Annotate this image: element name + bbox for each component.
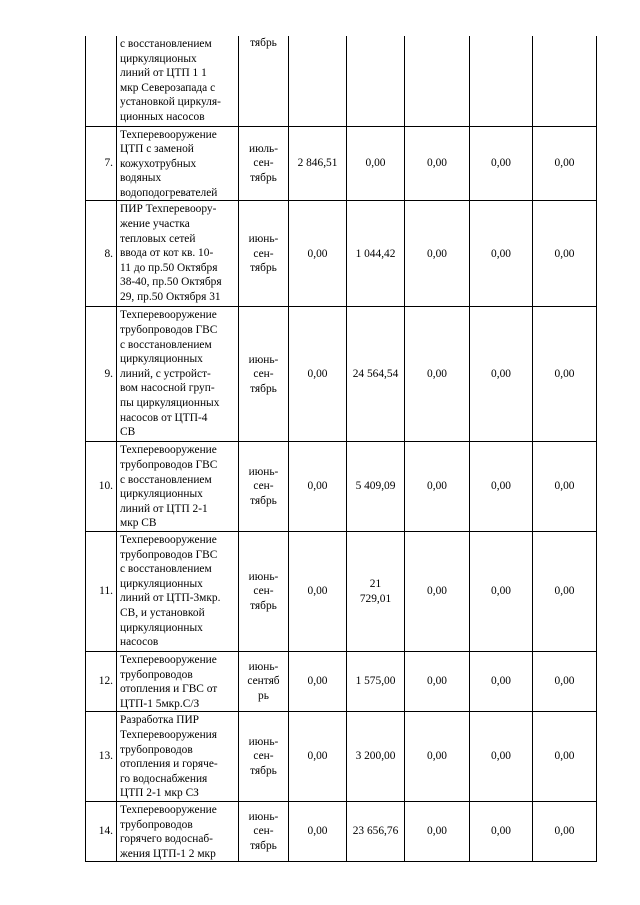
work-name-line: ционных насосов: [120, 110, 205, 123]
work-name-line: мкр СВ: [120, 517, 157, 530]
work-name-line: циркуляционных: [120, 488, 203, 501]
work-name-line: ЦТП с заменой: [120, 143, 194, 156]
amount-cell-2: 5 409,09: [347, 442, 405, 532]
work-period-line: тябрь: [250, 262, 277, 275]
work-period-line: июль-: [249, 142, 278, 155]
work-name-line: линий, с устройст-: [120, 367, 211, 380]
work-name-line: горячего водоснаб-: [120, 833, 213, 846]
work-name-line: трубопроводов ГВС: [120, 324, 218, 337]
work-name-line: с восстановлением: [120, 473, 212, 486]
work-period-line: июнь-: [248, 353, 279, 366]
work-period-line: июнь-: [248, 735, 279, 748]
amount-cell-5: 0,00: [533, 652, 597, 712]
work-period-line: тябрь: [250, 599, 277, 612]
work-name: [117, 307, 239, 442]
amount-cell-4: [470, 36, 533, 126]
amount-cell-5: 0,00: [533, 126, 597, 201]
work-period: [239, 307, 289, 442]
amount-cell-3: 0,00: [405, 532, 470, 652]
work-name-line: циркуляционных: [120, 577, 203, 590]
work-name-line: линий от ЦТП 2-1: [120, 502, 208, 515]
work-period-line: тябрь: [250, 495, 277, 508]
work-name-line: ПИР Техперевоору-: [120, 203, 217, 216]
work-name-line: трубопроводов ГВС: [120, 548, 218, 561]
work-name-line: установкой циркуля-: [120, 96, 221, 109]
work-name-line: ввода от кот кв. 10-: [120, 247, 214, 260]
amount-cell-5: 0,00: [533, 532, 597, 652]
amount-cell-3: 0,00: [405, 307, 470, 442]
table-row: [86, 801, 597, 861]
work-name-line: СВ: [120, 426, 136, 439]
amount-cell-2: 1 575,00: [347, 652, 405, 712]
work-name-line: ЦТП-1 5мкр.С/З: [120, 697, 200, 710]
amount-cell-4: 0,00: [470, 652, 533, 712]
table-row: [86, 36, 597, 126]
work-name-line: 38-40, пр.50 Октября: [120, 276, 222, 289]
row-number: 7.: [86, 126, 117, 201]
amount-cell-2: [347, 532, 405, 652]
work-name-line: трубопроводов: [120, 818, 193, 831]
work-name-line: Техперевооружения: [120, 729, 218, 741]
amount-cell-2: 1 044,42: [347, 201, 405, 307]
work-period-line: июнь-: [248, 233, 279, 246]
amount-cell-4: 0,00: [470, 126, 533, 201]
work-name: [117, 126, 239, 201]
work-period-line: сен-: [253, 157, 274, 170]
work-name-line: насосов от ЦТП-4: [120, 411, 208, 424]
work-period-line: рь: [258, 690, 269, 703]
work-period-line: сентяб: [247, 675, 280, 688]
work-name-line: трубопроводов: [120, 743, 193, 756]
amount-cell-1: 0,00: [289, 442, 347, 532]
work-name-line: трубопроводов: [120, 668, 193, 681]
work-period: [239, 126, 289, 201]
table-row: [86, 532, 597, 652]
amount-cell-2: 0,00: [347, 126, 405, 201]
work-name-line: Техперевооружение: [120, 803, 217, 816]
works-table: [85, 36, 597, 862]
work-period: [239, 201, 289, 307]
work-period-line: сен-: [253, 247, 274, 260]
amount-cell-1: 0,00: [289, 712, 347, 802]
work-name-line: с восстановлением: [120, 563, 212, 576]
work-period-line: тябрь: [250, 839, 277, 852]
row-number: 12.: [86, 652, 117, 712]
work-name-line: с восстановлением: [120, 338, 212, 351]
work-period: [239, 36, 289, 126]
row-number: 13.: [86, 712, 117, 802]
amount-cell-2: 23 656,76: [347, 801, 405, 861]
work-name-line: жение участка: [120, 218, 190, 231]
work-name-line: Техперевооружение: [120, 128, 217, 141]
work-period-line: тябрь: [250, 171, 277, 184]
amount-cell-2: 3 200,00: [347, 712, 405, 802]
work-period-line: июнь-: [248, 660, 279, 673]
works-table-body: [86, 36, 597, 862]
amount-cell-5: 0,00: [533, 201, 597, 307]
work-name-line: кожухотрубных: [120, 157, 197, 170]
amount-cell-3: 0,00: [405, 201, 470, 307]
amount-cell-4: 0,00: [470, 801, 533, 861]
amount-cell-4: 0,00: [470, 532, 533, 652]
amount-cell-1: 2 846,51: [289, 126, 347, 201]
table-row: [86, 652, 597, 712]
work-name-line: с восстановлением: [120, 38, 212, 50]
amount-cell-3: 0,00: [405, 126, 470, 201]
work-name: [117, 442, 239, 532]
work-period: [239, 442, 289, 532]
work-name-line: Разработка ПИР: [120, 714, 200, 727]
work-name-line: Техперевооружение: [120, 534, 217, 547]
amount-cell-3: [405, 36, 470, 126]
amount-cell-2: 24 564,54: [347, 307, 405, 442]
work-name: [117, 36, 239, 126]
work-name-line: Техперевооружение: [120, 654, 217, 667]
work-name-line: водяных: [120, 172, 162, 185]
amount-cell-4: 0,00: [470, 442, 533, 532]
work-name-line: го водоснабжения: [120, 772, 208, 785]
work-name-line: пы циркуляционных: [120, 397, 220, 410]
amount-cell-1: [289, 36, 347, 126]
work-name-line: отопления и ГВС от: [120, 683, 218, 696]
amount-cell-1: 0,00: [289, 532, 347, 652]
work-name-line: отопления и горяче-: [120, 758, 218, 771]
work-period-line: сен-: [253, 585, 274, 598]
work-name: [117, 652, 239, 712]
amount-cell-5: 0,00: [533, 801, 597, 861]
work-period: [239, 712, 289, 802]
work-period: [239, 652, 289, 712]
amount-cell-1: 0,00: [289, 307, 347, 442]
work-name-line: Техперевооружение: [120, 444, 217, 457]
row-number: 9.: [86, 307, 117, 442]
amount-cell-1: 0,00: [289, 801, 347, 861]
work-name-line: водоподогревателей: [120, 186, 218, 199]
amount-cell-1: 0,00: [289, 201, 347, 307]
amount-cell-4: 0,00: [470, 307, 533, 442]
work-name: [117, 201, 239, 307]
amount-cell-5: 0,00: [533, 307, 597, 442]
work-name-line: 29, пр.50 Октября 31: [120, 291, 221, 304]
amount-cell-3: 0,00: [405, 652, 470, 712]
work-period-line: июнь-: [248, 465, 279, 478]
work-period-line: тябрь: [250, 37, 277, 49]
table-row: [86, 201, 597, 307]
work-period-line: сен-: [253, 750, 274, 763]
amount-cell-4: 0,00: [470, 712, 533, 802]
work-name: [117, 801, 239, 861]
table-row: [86, 307, 597, 442]
work-period: [239, 532, 289, 652]
work-name-line: линий от ЦТП 1 1: [120, 67, 207, 80]
work-name-line: СВ, и установкой: [120, 607, 205, 619]
work-name-line: циркуляционых: [120, 52, 197, 65]
amount-cell-3: 0,00: [405, 442, 470, 532]
work-name-line: циркуляционных: [120, 621, 203, 634]
amount-cell-3: 0,00: [405, 712, 470, 802]
work-period-line: июнь-: [248, 570, 279, 583]
table-row: [86, 442, 597, 532]
row-number: 14.: [86, 801, 117, 861]
work-name-line: Техперевооружение: [120, 309, 217, 322]
work-name-line: насосов: [120, 636, 159, 649]
work-name-line: циркуляционных: [120, 353, 203, 366]
amount-cell-1: 0,00: [289, 652, 347, 712]
work-name: [117, 712, 239, 802]
table-row: [86, 712, 597, 802]
work-name-line: линий от ЦТП-3мкр.: [120, 592, 221, 605]
row-number: 10.: [86, 442, 117, 532]
amount-cell-5: [533, 36, 597, 126]
work-period-line: тябрь: [250, 382, 277, 395]
amount-cell-4: 0,00: [470, 201, 533, 307]
work-name: [117, 532, 239, 652]
work-name-line: 11 до пр.50 Октября: [120, 261, 218, 274]
work-period-line: сен-: [253, 368, 274, 381]
row-number: [86, 36, 117, 126]
amount-cell-5: 0,00: [533, 442, 597, 532]
row-number: 11.: [86, 532, 117, 652]
work-period-line: сен-: [253, 825, 274, 838]
row-number: 8.: [86, 201, 117, 307]
work-period-line: тябрь: [250, 764, 277, 777]
work-period-line: июнь-: [248, 810, 279, 823]
amount-cell-2: [347, 36, 405, 126]
work-name-line: ЦТП 2-1 мкр СЗ: [120, 787, 199, 800]
work-name-line: трубопроводов ГВС: [120, 459, 218, 472]
amount-line: 729,01: [359, 592, 392, 605]
work-period-line: сен-: [253, 480, 274, 493]
work-name-line: вом насосной груп-: [120, 382, 215, 395]
work-period: [239, 801, 289, 861]
amount-cell-5: 0,00: [533, 712, 597, 802]
work-name-line: мкр Северозапада с: [120, 81, 216, 94]
table-row: [86, 126, 597, 201]
amount-cell-3: 0,00: [405, 801, 470, 861]
work-name-line: жения ЦТП-1 2 мкр: [120, 847, 216, 860]
amount-line: 21: [369, 577, 382, 590]
work-name-line: тепловых сетей: [120, 232, 196, 245]
